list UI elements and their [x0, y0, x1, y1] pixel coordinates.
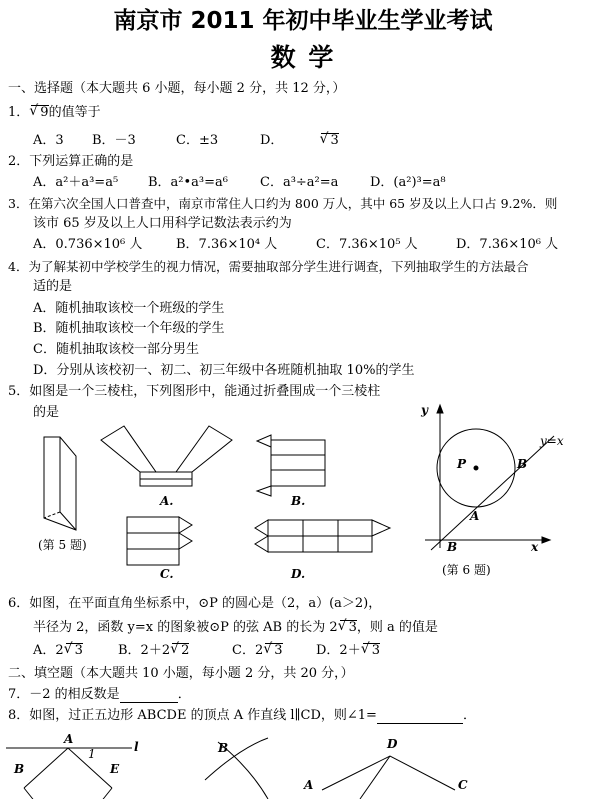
q4-option-c: C．随机抽取该校一部分男生 [33, 342, 199, 357]
fig6-caption: (第 6 题) [442, 563, 491, 577]
fig5-caption: (第 5 题) [38, 538, 87, 552]
line-y-eq-x [431, 436, 554, 550]
prism-figure [44, 437, 76, 530]
exam-title: 南京市 2011 年初中毕业生学业考试 [113, 8, 493, 34]
q6-b-pre: B．2＋2 [118, 643, 171, 658]
fig10-point-d: D [387, 737, 398, 751]
q1-number: 1． [8, 105, 30, 120]
subject-title: 数 学 [270, 43, 336, 72]
fig6-point-p: P [457, 457, 467, 471]
q8-stem [8, 708, 476, 724]
fig6-origin-b: B [447, 540, 458, 554]
q1-option-a: A．3 [33, 133, 64, 148]
q3-option-d: D．7.36×10⁶ 人 [456, 237, 559, 252]
q6-option-a [33, 643, 83, 659]
q7-text: 7．－2 的相反数是 [8, 687, 120, 702]
q3-stem-line2: 该市 65 岁及以上人口用科学记数法表示约为 [33, 216, 292, 231]
q3-option-c: C．7.36×10⁵ 人 [316, 237, 418, 252]
section1-heading: 一、选择题（本大题共 6 小题，每小题 2 分，共 12 分，） [8, 81, 346, 96]
q6-stem-pre: 半径为 2，函数 y=x 的图象被⊙P 的弦 AB 的长为 2 [33, 620, 338, 635]
fig6-line-label: y=x [540, 434, 564, 448]
q1-option-d-sqrt: √ 3 [321, 133, 338, 148]
q6-a-sqrt: √ 3 [66, 643, 83, 658]
fig6-point-a: A [470, 509, 480, 523]
fig8-point-a: A [64, 732, 74, 746]
fig8-point-b: B [14, 762, 25, 776]
net-b-label: B. [291, 494, 306, 508]
q2-option-a: A．a²＋a³=a⁵ [33, 175, 119, 190]
fig10-point-a: A [304, 778, 314, 792]
fig8-line-l: l [134, 740, 139, 754]
net-c-figure [127, 517, 192, 565]
q1-option-d-label: D． [260, 133, 284, 148]
q6-stem-line1: 6．如图，在平面直角坐标系中，⊙P 的圆心是（2，a）(a＞2)， [8, 596, 382, 611]
fig6-point-b: B [517, 457, 528, 471]
q7-end: ． [177, 687, 191, 702]
bottom-figures [0, 728, 606, 799]
q6-stem-line2 [33, 620, 438, 636]
net-a-figure [101, 426, 232, 486]
q3-option-b: B．7.36×10⁴ 人 [176, 237, 278, 252]
q2-stem: 2．下列运算正确的是 [8, 154, 134, 169]
q7-answer-blank[interactable] [120, 689, 178, 703]
q6-option-d [316, 643, 380, 659]
q8-text: 8．如图，过正五边形 ABCDE 的顶点 A 作直线 l∥CD，则∠1= [8, 708, 377, 723]
q6-b-sqrt: √ 2 [172, 643, 189, 658]
fig10-figure [322, 756, 455, 799]
net-b-figure [257, 435, 325, 496]
q1-text: 的值等于 [48, 105, 101, 120]
q2-option-b: B．a²•a³=a⁶ [148, 175, 228, 190]
q6-d-pre: D．2＋ [316, 643, 361, 658]
q2-option-d: D．(a²)³=a⁸ [370, 175, 446, 190]
q1-option-d [260, 133, 339, 149]
q6-stem-post: ，则 a 的值是 [356, 620, 438, 635]
q8-answer-blank[interactable] [377, 710, 463, 724]
q4-option-d: D．分别从该校初一、初二、初三年级中各班随机抽取 10%的学生 [33, 363, 415, 378]
fig9-point-b: B [218, 741, 229, 755]
net-d-label: D. [291, 567, 306, 581]
fig10-point-c: C [458, 778, 468, 792]
q8-end: ． [462, 708, 476, 723]
section2-heading: 二、填空题（本大题共 10 小题，每小题 2 分，共 20 分，） [8, 666, 354, 681]
q3-option-a: A．0.736×10⁶ 人 [33, 237, 143, 252]
net-a-label: A. [160, 494, 174, 508]
q6-option-c [232, 643, 283, 659]
fig9-arcs [205, 738, 268, 799]
q4-stem-line2: 适的是 [33, 279, 73, 294]
fig6-y-label: y [421, 403, 428, 417]
net-d-figure [255, 520, 390, 552]
q1-stem [8, 105, 101, 121]
q6-option-b [118, 643, 189, 659]
fig6-coordinate-plane [415, 400, 600, 570]
q3-stem-line1: 3．在第六次全国人口普查中，南京市常住人口约为 800 万人，其中 65 岁及以上人口占 9.2%．则 [8, 196, 558, 211]
q6-d-sqrt: √ 3 [363, 643, 380, 658]
q1-option-c: C．±3 [176, 133, 219, 148]
q4-option-a: A．随机抽取该校一个班级的学生 [33, 301, 225, 316]
q4-stem-line1: 4．为了解某初中学校学生的视力情况，需要抽取部分学生进行调查，下列抽取学生的方法最合 [8, 259, 529, 274]
fig6-x-label: x [531, 540, 539, 554]
fig8-point-e: E [110, 762, 120, 776]
q6-c-sqrt: √ 3 [265, 643, 282, 658]
q5-stem-line2: 的是 [33, 405, 60, 420]
q6-a-pre: A．2 [33, 643, 64, 658]
q2-option-c: C．a³÷a²=a [260, 175, 339, 190]
q1-sqrt: √ 9 [31, 105, 48, 120]
q5-figures [0, 420, 410, 590]
q6-stem-sqrt: √ 3 [340, 620, 357, 635]
q6-c-pre: C．2 [232, 643, 264, 658]
fig8-angle-1: 1 [88, 747, 96, 761]
q4-option-b: B．随机抽取该校一个年级的学生 [33, 321, 225, 336]
q5-stem-line1: 5．如图是一个三棱柱，下列图形中，能通过折叠围成一个三棱柱 [8, 384, 381, 399]
q1-option-b: B．－3 [92, 133, 136, 148]
q7-stem [8, 687, 191, 703]
net-c-label: C. [160, 567, 174, 581]
